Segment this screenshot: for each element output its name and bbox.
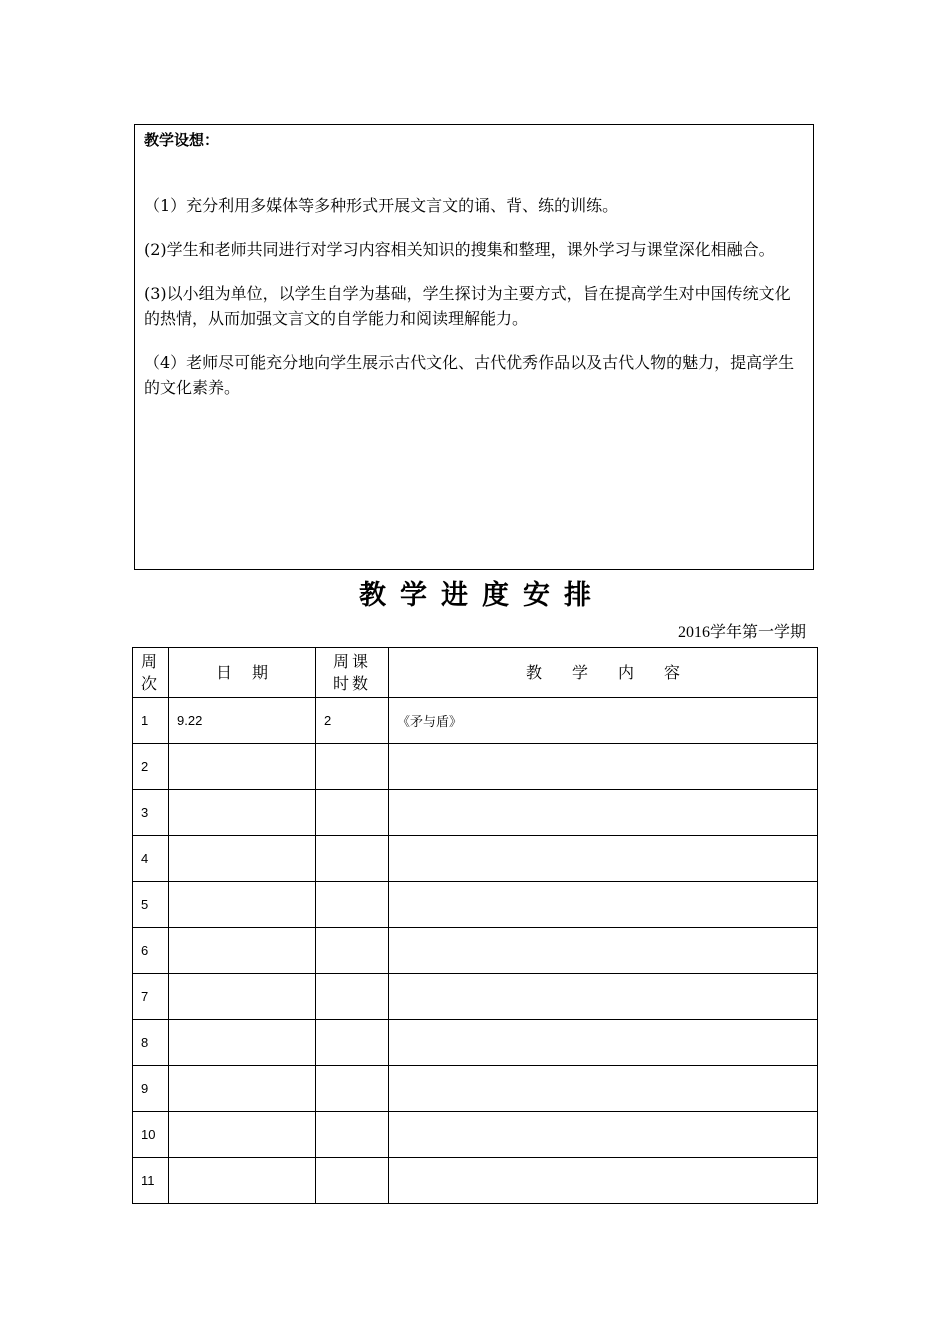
cell-week: 10 [133,1112,169,1158]
design-paragraph-4: （4）老师尽可能充分地向学生展示古代文化、古代优秀作品以及古代人物的魅力，提高学生的文化素养。 [144,353,795,397]
cell-content [389,1066,818,1112]
cell-date [169,974,316,1020]
header-date: 日期 [169,648,316,698]
cell-week: 6 [133,928,169,974]
table-row [133,836,818,882]
cell-date [169,882,316,928]
cell-week: 3 [133,790,169,836]
cell-hours [316,974,389,1020]
table-row [133,1112,818,1158]
cell-hours [316,790,389,836]
cell-week: 4 [133,836,169,882]
table-row [133,790,818,836]
cell-content: 《矛与盾》 [389,698,818,744]
table-row [133,1020,818,1066]
cell-content [389,1020,818,1066]
cell-date [169,1066,316,1112]
cell-week: 11 [133,1158,169,1204]
cell-date [169,744,316,790]
cell-content [389,1158,818,1204]
design-paragraph-3: (3)以小组为单位，以学生自学为基础，学生探讨为主要方式，旨在提高学生对中国传统文化的热情，从而加强文言文的自学能力和阅读理解能力。 [144,284,791,328]
table-row [133,1158,818,1204]
cell-date [169,1112,316,1158]
cell-hours: 2 [316,698,389,744]
cell-hours [316,928,389,974]
cell-date [169,928,316,974]
cell-week: 8 [133,1020,169,1066]
header-week [133,648,169,698]
table-row [133,974,818,1020]
cell-content [389,974,818,1020]
cell-week: 1 [133,698,169,744]
cell-hours [316,1066,389,1112]
cell-date [169,836,316,882]
teaching-design-title: 教学设想： [144,131,220,149]
cell-content [389,790,818,836]
cell-date [169,1020,316,1066]
cell-week: 7 [133,974,169,1020]
cell-content [389,928,818,974]
table-row [133,698,818,744]
semester-label: 2016学年第一学期 [677,624,806,641]
cell-hours [316,744,389,790]
teaching-design-box [134,124,814,570]
cell-hours [316,1020,389,1066]
table-row [133,882,818,928]
schedule-header-row [133,648,818,698]
cell-week: 9 [133,1066,169,1112]
cell-hours [316,836,389,882]
cell-date [169,790,316,836]
schedule-table [132,647,818,1204]
cell-date: 9.22 [169,698,316,744]
cell-hours [316,1112,389,1158]
schedule-body [133,698,818,1204]
cell-date [169,1158,316,1204]
cell-hours [316,882,389,928]
design-paragraph-1: （1）充分利用多媒体等多种形式开展文言文的诵、背、练的训练。 [144,196,619,215]
header-hours-label: 周课时数 [332,651,371,693]
table-row [133,1066,818,1112]
header-hours [316,648,389,698]
cell-content [389,1112,818,1158]
cell-week: 2 [133,744,169,790]
schedule-title: 教学进度安排 [359,580,605,611]
design-paragraph-2: (2)学生和老师共同进行对学习内容相关知识的搜集和整理，课外学习与课堂深化相融合。 [144,240,775,259]
cell-content [389,744,818,790]
table-row [133,928,818,974]
header-week-label: 周次 [141,651,158,693]
cell-content [389,836,818,882]
cell-week: 5 [133,882,169,928]
cell-content [389,882,818,928]
table-row [133,744,818,790]
header-content: 教学内容 [389,648,818,698]
cell-hours [316,1158,389,1204]
